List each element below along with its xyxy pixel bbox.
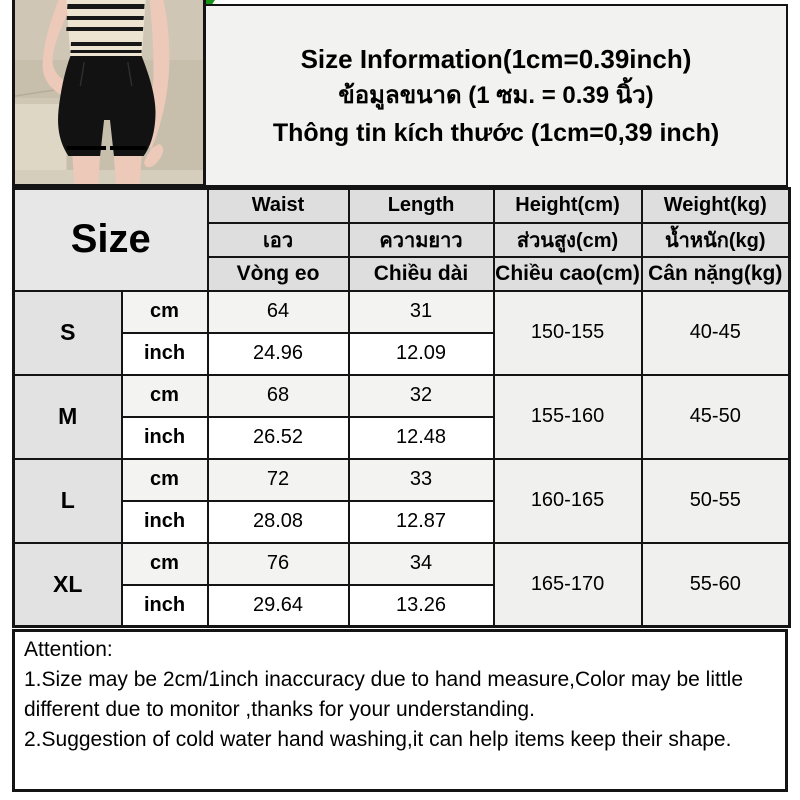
size-info-title-box <box>206 4 788 187</box>
size-label-l: L <box>14 459 122 543</box>
length-inch-xl: 13.26 <box>349 585 494 627</box>
size-label-m: M <box>14 375 122 459</box>
attention-line-2: 2.Suggestion of cold water hand washing,it can help items keep their shape. <box>24 728 732 751</box>
weight-range-m: 45-50 <box>642 375 790 459</box>
length-cm-l: 33 <box>349 459 494 501</box>
col-header-waist-vi: Vòng eo <box>208 257 349 291</box>
unit-label-inch: inch <box>122 417 208 459</box>
unit-label-inch: inch <box>122 333 208 375</box>
size-header-cell: Size <box>14 189 208 291</box>
height-range-xl: 165-170 <box>494 543 642 627</box>
height-range-m: 155-160 <box>494 375 642 459</box>
col-header-height-en: Height(cm) <box>494 189 642 223</box>
weight-range-xl: 55-60 <box>642 543 790 627</box>
header-row-english <box>14 189 790 223</box>
size-label-xl: XL <box>14 543 122 627</box>
table-row-m-cm <box>14 375 790 417</box>
attention-line-1: 1.Size may be 2cm/1inch inaccuracy due to hand measure,Color may be little different due to monitor ,thanks for your understanding. <box>24 668 744 721</box>
col-header-height-th: ส่วนสูง(cm) <box>494 223 642 257</box>
waist-cm-m: 68 <box>208 375 349 417</box>
waist-inch-l: 28.08 <box>208 501 349 543</box>
col-header-waist-th: เอว <box>208 223 349 257</box>
length-cm-xl: 34 <box>349 543 494 585</box>
unit-label-cm: cm <box>122 459 208 501</box>
height-range-l: 160-165 <box>494 459 642 543</box>
height-range-s: 150-155 <box>494 291 642 375</box>
col-header-height-vi: Chiều cao(cm) <box>494 257 642 291</box>
col-header-weight-en: Weight(kg) <box>642 189 790 223</box>
length-inch-m: 12.48 <box>349 417 494 459</box>
unit-label-inch: inch <box>122 585 208 627</box>
col-header-length-en: Length <box>349 189 494 223</box>
weight-range-s: 40-45 <box>642 291 790 375</box>
waist-inch-m: 26.52 <box>208 417 349 459</box>
table-row-xl-cm <box>14 543 790 585</box>
waist-cm-xl: 76 <box>208 543 349 585</box>
length-inch-l: 12.87 <box>349 501 494 543</box>
header-row <box>12 0 788 187</box>
col-header-weight-vi: Cân nặng(kg) <box>642 257 790 291</box>
unit-label-inch: inch <box>122 501 208 543</box>
length-inch-s: 12.09 <box>349 333 494 375</box>
product-photo-illustration <box>15 0 203 184</box>
waist-inch-s: 24.96 <box>208 333 349 375</box>
weight-range-l: 50-55 <box>642 459 790 543</box>
col-header-length-vi: Chiều dài <box>349 257 494 291</box>
product-photo <box>12 0 206 187</box>
attention-notes <box>12 629 788 792</box>
title-vietnamese: Thông tin kích thước (1cm=0,39 inch) <box>272 118 720 147</box>
waist-inch-xl: 29.64 <box>208 585 349 627</box>
size-label-s: S <box>14 291 122 375</box>
unit-label-cm: cm <box>122 291 208 333</box>
col-header-length-th: ความยาว <box>349 223 494 257</box>
table-row-l-cm <box>14 459 790 501</box>
title-english: Size Information(1cm=0.39inch) <box>300 43 692 74</box>
col-header-waist-en: Waist <box>208 189 349 223</box>
title-thai: ข้อมูลขนาด (1 ซม. = 0.39 นิ้ว) <box>338 81 654 109</box>
col-header-weight-th: น้ำหนัก(kg) <box>642 223 790 257</box>
length-cm-s: 31 <box>349 291 494 333</box>
length-cm-m: 32 <box>349 375 494 417</box>
size-table <box>12 187 791 628</box>
unit-label-cm: cm <box>122 375 208 417</box>
attention-heading: Attention: <box>24 638 113 661</box>
waist-cm-l: 72 <box>208 459 349 501</box>
table-row-s-cm <box>14 291 790 333</box>
unit-label-cm: cm <box>122 543 208 585</box>
waist-cm-s: 64 <box>208 291 349 333</box>
